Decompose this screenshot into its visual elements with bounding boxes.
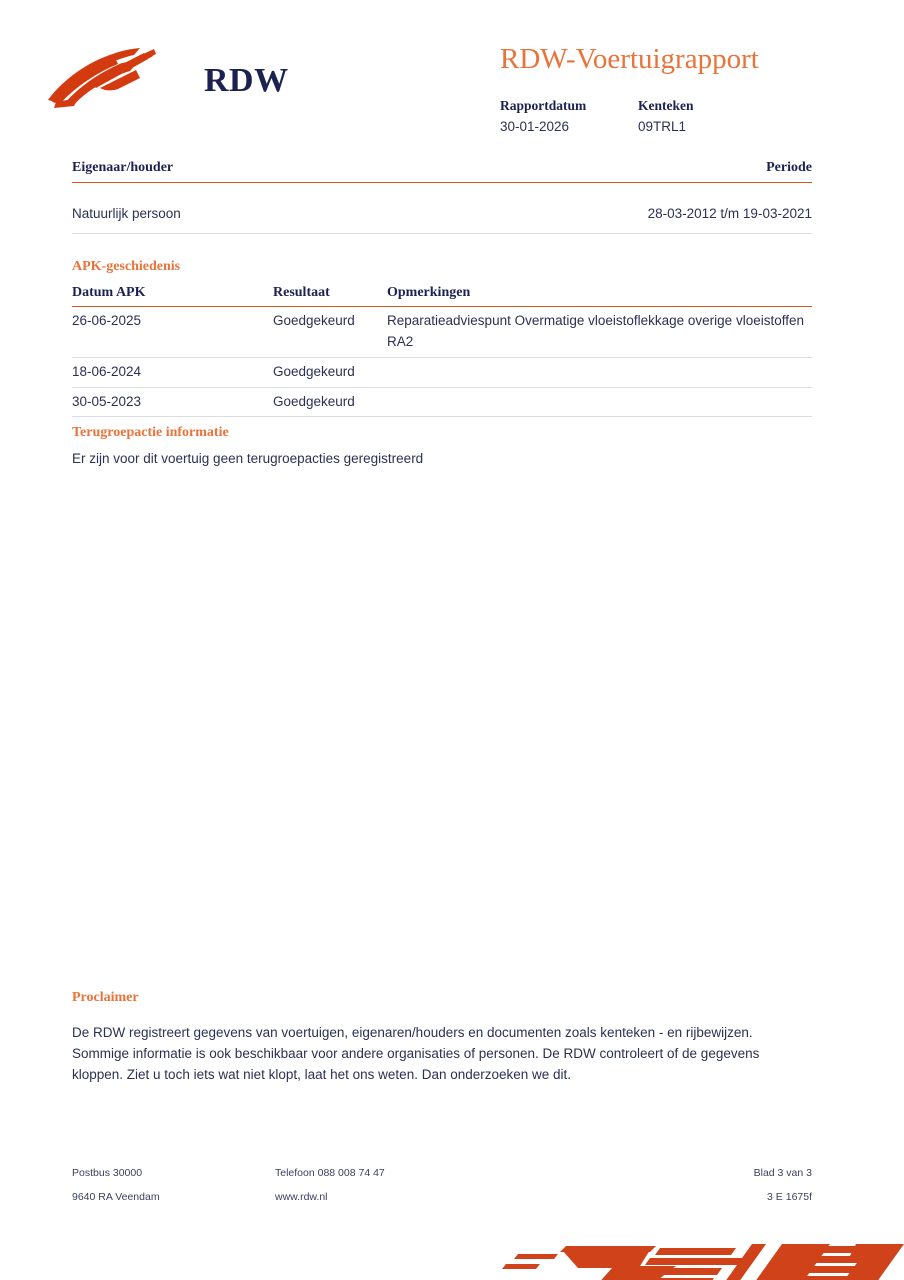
owner-section — [72, 160, 812, 234]
report-date-value: 30-01-2026 — [500, 119, 570, 135]
footer-phone: Telefoon 088 008 74 47 — [275, 1167, 385, 1179]
footer-address-line1: Postbus 30000 — [72, 1167, 143, 1179]
footer-row-2 — [72, 1192, 812, 1216]
recall-heading: Terugroepactie informatie — [72, 425, 229, 440]
rdw-wordmark: RDW — [204, 62, 289, 99]
owner-row-divider — [72, 233, 812, 234]
period-value: 28-03-2012 t/m 19-03-2021 — [647, 206, 812, 222]
disclaimer-section — [72, 990, 772, 1086]
footer-website[interactable]: www.rdw.nl — [275, 1191, 328, 1203]
rdw-logo — [44, 28, 304, 108]
page-footer — [72, 1168, 812, 1216]
table-row — [72, 357, 812, 387]
column-header-date: Datum APK — [72, 284, 146, 300]
footer-address-line2: 9640 RA Veendam — [72, 1191, 160, 1203]
cell-result: Goedgekeurd — [273, 306, 387, 357]
license-plate-label: Kenteken — [638, 98, 694, 113]
license-plate-field — [638, 98, 694, 135]
table-header-row — [72, 285, 812, 307]
apk-history-table — [72, 285, 812, 418]
disclaimer-heading: Proclaimer — [72, 990, 139, 1005]
owner-heading: Eigenaar/houder — [72, 160, 174, 175]
cell-result: Goedgekeurd — [273, 357, 387, 387]
column-header-result: Resultaat — [273, 284, 330, 300]
owner-value: Natuurlijk persoon — [72, 206, 181, 222]
recall-text: Er zijn voor dit voertuig geen terugroepacties geregistreerd — [72, 450, 424, 466]
apk-history-section — [72, 259, 812, 417]
report-date-field — [500, 98, 586, 135]
cell-date: 26-06-2025 — [72, 306, 273, 357]
disclaimer-text: De RDW registreert gegevens van voertuigen, eigenaren/houders en documenten zoals kenteken - en rijbewijzen. Sommige informatie is ook beschikbaar voor andere organisaties of personen. De RDW controleert of de gegevens kloppen. Ziet u toch iets wat niet klopt, laat het ons weten. Dan onderzoeken we dit. — [72, 1024, 760, 1082]
cell-remarks: Reparatieadviespunt Overmatige vloeistoflekkage overige vloeistoffen RA2 — [387, 306, 812, 357]
period-heading: Periode — [766, 160, 812, 175]
page-title: RDW-Voertuigrapport — [500, 43, 759, 75]
cell-result: Goedgekeurd — [273, 387, 387, 417]
footer-row-1 — [72, 1168, 812, 1192]
owner-section-header — [72, 160, 812, 182]
footer-form-code: 3 E 1675f — [767, 1191, 812, 1203]
rdw-speed-stripes-graphic — [500, 1228, 904, 1280]
cell-remarks — [387, 387, 812, 417]
license-plate-value: 09TRL1 — [638, 119, 687, 135]
apk-heading: APK-geschiedenis — [72, 259, 181, 274]
footer-page-number: Blad 3 van 3 — [753, 1167, 812, 1179]
rdw-arrow-logo-icon — [44, 42, 166, 108]
table-row — [72, 306, 812, 357]
owner-row — [72, 183, 812, 233]
cell-date: 18-06-2024 — [72, 357, 273, 387]
recall-section — [72, 425, 812, 468]
column-header-remarks: Opmerkingen — [387, 284, 471, 300]
cell-date: 30-05-2023 — [72, 387, 273, 417]
report-date-label: Rapportdatum — [500, 98, 587, 113]
table-row — [72, 387, 812, 417]
cell-remarks — [387, 357, 812, 387]
